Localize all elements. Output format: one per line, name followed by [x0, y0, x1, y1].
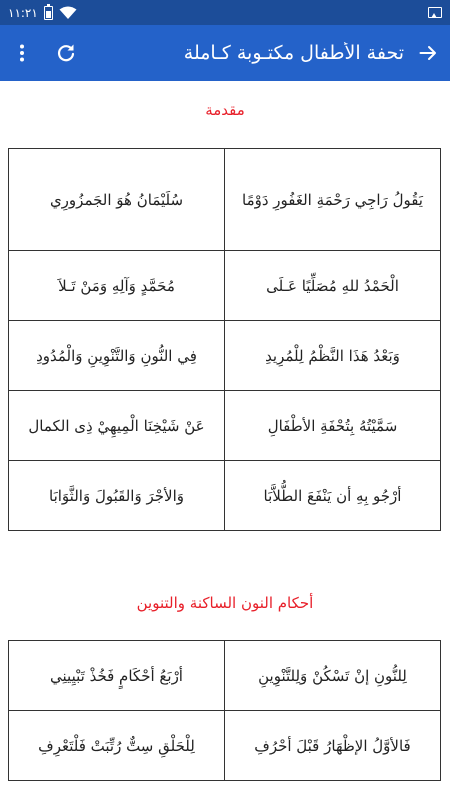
- refresh-icon: [56, 43, 76, 63]
- verse-row: [9, 461, 441, 531]
- wifi-icon: [59, 6, 77, 20]
- verse-first-half: الْحَمْدُ للهِ مُصَلِّيًا عَـلَى: [225, 251, 441, 321]
- battery-icon: [44, 6, 53, 20]
- verse-first-half: فَالأوَّلُ الإظْهَارُ قَبْلَ أحْرُفِ: [225, 711, 441, 781]
- verse-second-half: لِلْحَلْقِ سِتٌّ رُتِّبَتْ فَلْتَعْرِفِ: [9, 711, 225, 781]
- status-right: [428, 7, 442, 18]
- verse-row: [9, 321, 441, 391]
- verse-second-half: عَنْ شَيْخِنَا الْمِيهِيْ ذِى الكمال: [9, 391, 225, 461]
- verse-row: [9, 641, 441, 711]
- status-left: [8, 6, 77, 20]
- verse-second-half: فِي النُّونِ وَالتَّنْوِينِ وَالْمُدُودِ: [9, 321, 225, 391]
- image-notification-icon: [428, 7, 442, 18]
- verse-first-half: سَمَّيْتُهُ بِتُحْفَةِ الأطْفَالِ: [225, 391, 441, 461]
- arrow-forward-icon: [419, 44, 437, 62]
- verses-table-introduction: [8, 148, 441, 531]
- page-title: تحفة الأطفال مكتـوبة كـاملة: [183, 42, 404, 64]
- verse-first-half: يَقُولُ رَاجِي رَحْمَةِ الغَفُورِ دَوْمًا: [225, 149, 441, 251]
- verse-first-half: وَبَعْدُ هَذَا النَّظْمُ لِلْمُرِيدِ: [225, 321, 441, 391]
- verse-row: [9, 711, 441, 781]
- refresh-button[interactable]: [44, 25, 88, 81]
- verse-second-half: سُلَيْمَانُ هُوَ الجَمزُورِي: [9, 149, 225, 251]
- status-time: ١١:٢١: [8, 5, 38, 20]
- verse-second-half: وَالأجْرَ وَالقَبُولَ وَالثَّوَابَا: [9, 461, 225, 531]
- app-bar: [0, 25, 450, 81]
- verse-first-half: لِلنُّونِ إنْ تَسْكُنْ وَلِلتَّنْوِينِ: [225, 641, 441, 711]
- verse-second-half: أرْبَعُ أحْكَامٍ فَخُذْ تَبْيِينِي: [9, 641, 225, 711]
- verse-row: [9, 391, 441, 461]
- section-title-introduction: مقدمة: [205, 101, 245, 119]
- status-bar: [0, 0, 450, 25]
- verse-second-half: مُحَمَّدٍ وَآلِهِ وَمَنْ تَـلاَ: [9, 251, 225, 321]
- verse-first-half: أرْجُو بِهِ أن يَنْفَعَ الطُّلاَّبَا: [225, 461, 441, 531]
- verses-table-noon-rules: [8, 640, 441, 781]
- more-vert-icon: [19, 44, 25, 62]
- overflow-menu-button[interactable]: [0, 25, 44, 81]
- verse-row: [9, 251, 441, 321]
- forward-button[interactable]: [406, 25, 450, 81]
- verse-row: [9, 149, 441, 251]
- section-title-noon-rules: أحكام النون الساكنة والتنوين: [136, 594, 314, 612]
